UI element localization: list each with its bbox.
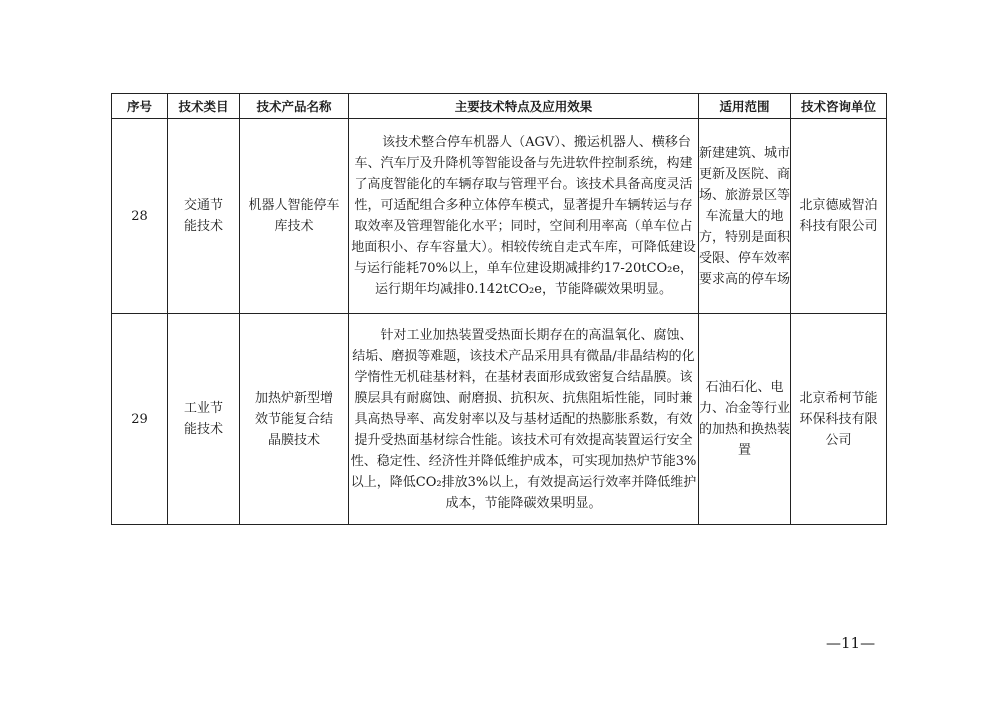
header-product-name: 技术产品名称 bbox=[240, 94, 349, 119]
page-number: —11— bbox=[826, 634, 876, 652]
row-product-name bbox=[240, 119, 349, 314]
consultant-text: 北京希柯节能环保科技有限公司 bbox=[799, 390, 878, 448]
row-consulting-unit bbox=[791, 314, 887, 525]
header-tech-category: 技术类目 bbox=[168, 94, 240, 119]
row-serial-number: 29 bbox=[112, 314, 168, 525]
table-row bbox=[112, 314, 887, 525]
product-text: 加热炉新型增效节能复合结晶膜技术 bbox=[254, 390, 333, 448]
row-applicable-scope: 新建建筑、城市更新及医院、商场、旅游景区等车流量大的地方，特别是面积受限、停车效率要求高的停车场 bbox=[699, 119, 791, 314]
row-product-name bbox=[240, 314, 349, 525]
table-row bbox=[112, 119, 887, 314]
consultant-text: 北京德威智泊科技有限公司 bbox=[799, 198, 878, 234]
row-serial-number: 28 bbox=[112, 119, 168, 314]
header-serial-number: 序号 bbox=[112, 94, 168, 119]
category-text: 交通节能技术 bbox=[183, 198, 223, 234]
technology-table bbox=[111, 93, 887, 525]
row-tech-category bbox=[168, 119, 240, 314]
table-header-row bbox=[112, 94, 887, 119]
row-features-effects: 针对工业加热装置受热面长期存在的高温氧化、腐蚀、结垢、磨损等难题，该技术产品采用具有微晶/非晶结构的化学惰性无机硅基材料，在基材表面形成致密复合结晶膜。该膜层具有耐腐蚀、耐磨损、抗积灰、抗焦阻垢性能，同时兼具高热导率、高发射率以及与基材适配的热膨胀系数，有效提升受热面基材综合性能。该技术可有效提高装置运行安全性、稳定性、经济性并降低维护成本，可实现加热炉节能3%以上，降低CO₂排放3%以上，有效提高运行效率并降低维护成本，节能降碳效果明显。 bbox=[349, 314, 699, 525]
header-consulting-unit: 技术咨询单位 bbox=[791, 94, 887, 119]
row-tech-category bbox=[168, 314, 240, 525]
header-features-effects: 主要技术特点及应用效果 bbox=[349, 94, 699, 119]
header-applicable-scope: 适用范围 bbox=[699, 94, 791, 119]
row-applicable-scope: 石油石化、电力、冶金等行业的加热和换热装置 bbox=[699, 314, 791, 525]
product-text: 机器人智能停车库技术 bbox=[248, 198, 340, 234]
row-consulting-unit bbox=[791, 119, 887, 314]
row-features-effects: 该技术整合停车机器人（AGV）、搬运机器人、横移台车、汽车厅及升降机等智能设备与先进软件控制系统，构建了高度智能化的车辆存取与管理平台。该技术具备高度灵活性，可适配组合多种立体停车模式，显著提升车辆转运与存取效率及管理智能化水平；同时，空间利用率高（单车位占地面积小、存车容量大）。相较传统自走式车库，可降低建设与运行能耗70%以上，单车位建设期减排约17-20tCO₂e，运行期年均减排0.142tCO₂e，节能降碳效果明显。 bbox=[349, 119, 699, 314]
category-text: 工业节能技术 bbox=[183, 401, 223, 437]
